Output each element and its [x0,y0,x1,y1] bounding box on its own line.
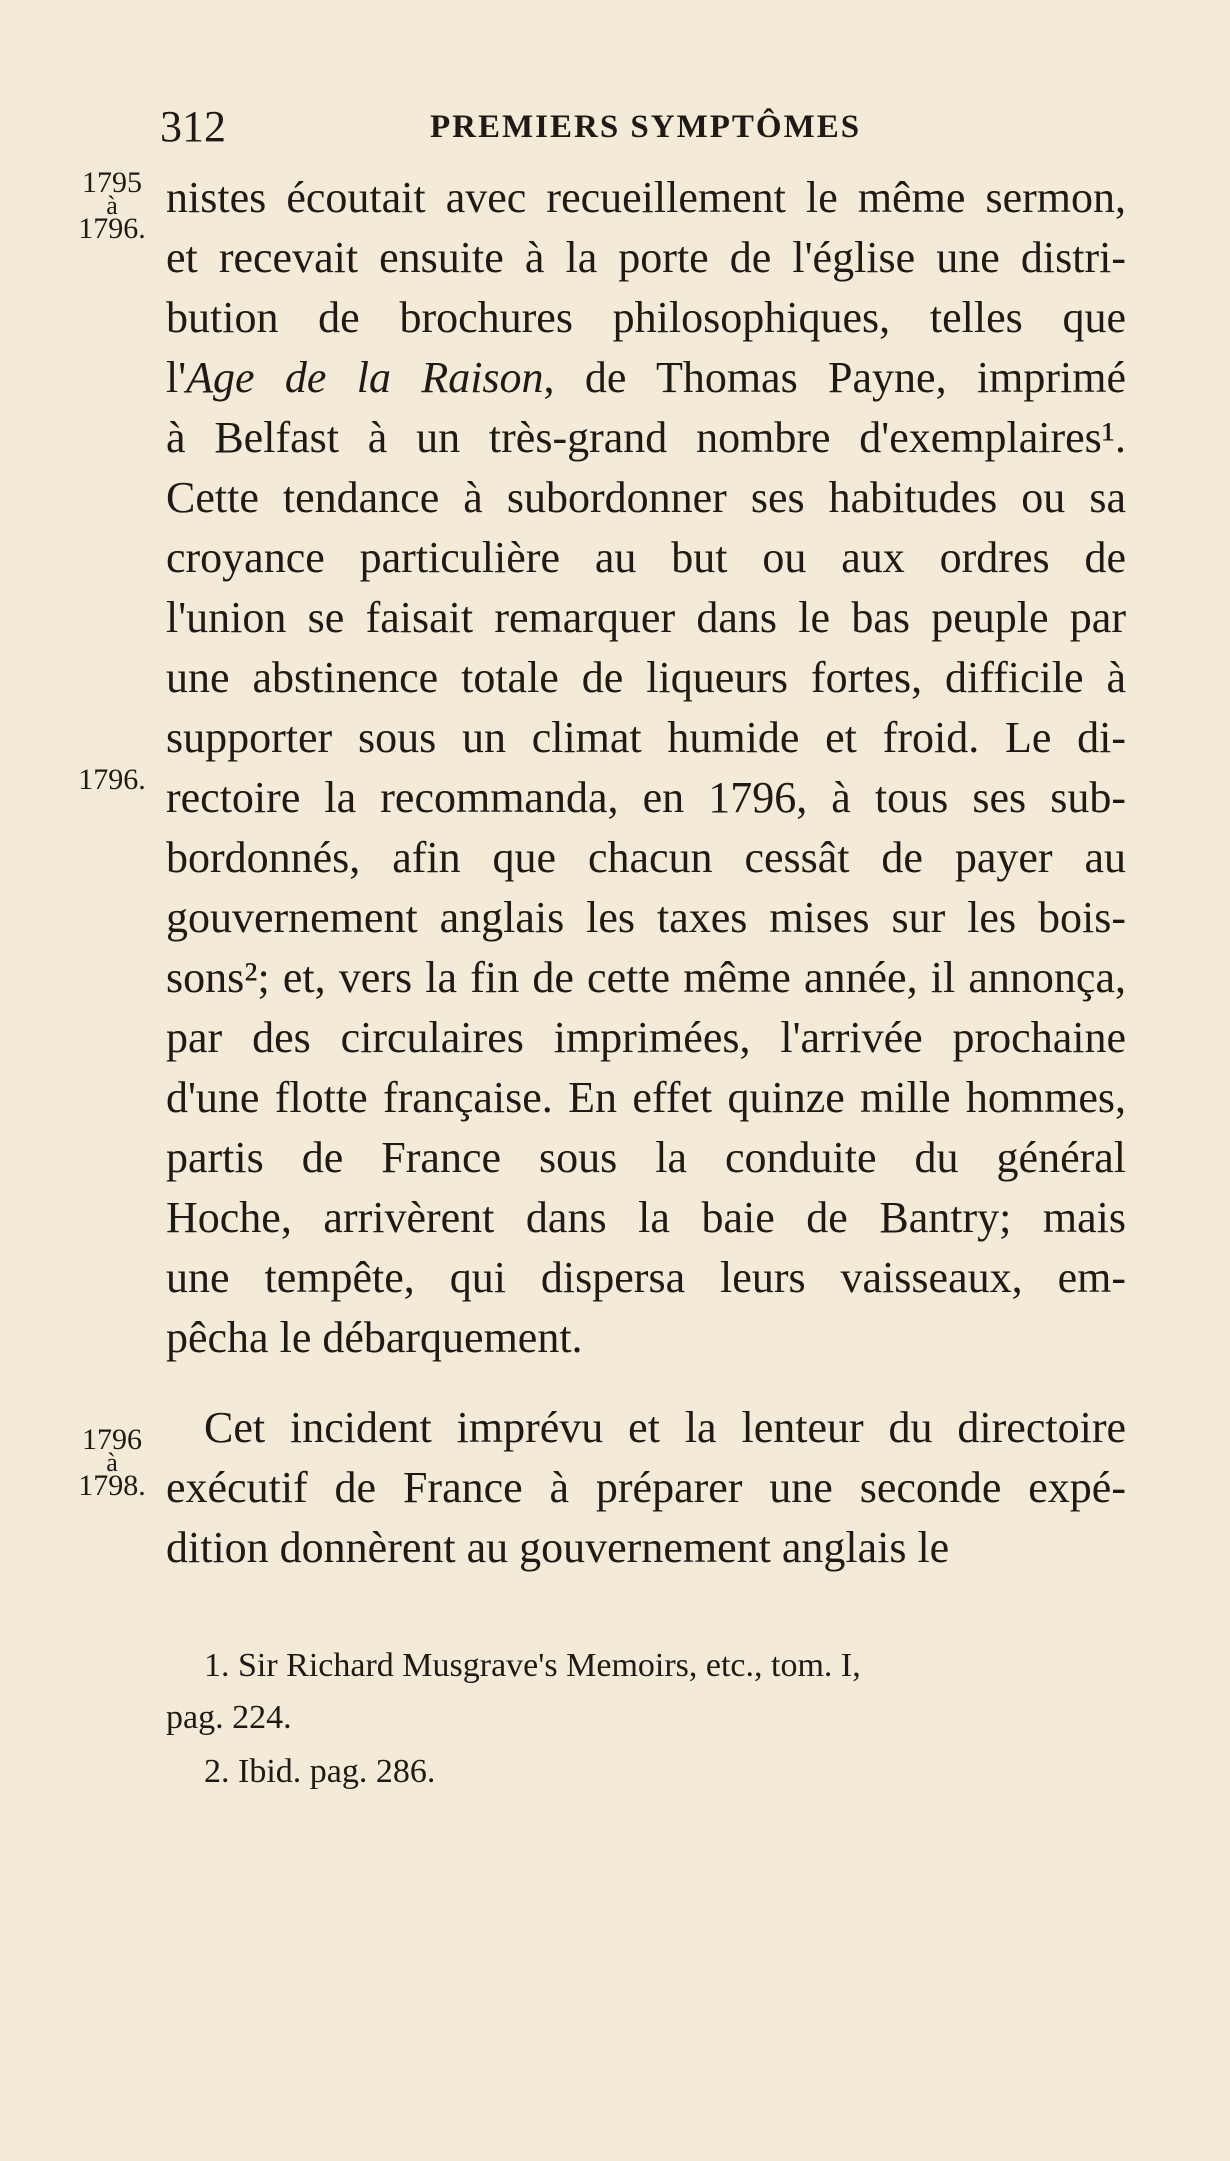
text-line: et recevait ensuite à la porte de l'église une distri- [166,233,1126,282]
margin-note-date: 1796 à 1798. [78,1423,146,1502]
footnote-2: 2. Ibid. pag. 286. [204,1753,436,1790]
margin-note-date: 1796. [78,763,146,796]
text-line: rectoire la recommanda, en 1796, à tous ses sub- [166,773,1126,822]
text-line: d'une flotte française. En effet quinze mille hommes, [166,1073,1126,1122]
text-line: Hoche, arrivèrent dans la baie de Bantry; mais [166,1193,1126,1242]
text-line: nistes écoutait avec recueillement le même sermon, [166,173,1126,222]
text-line: par des circulaires imprimées, l'arrivée prochaine [166,1013,1126,1062]
text-line: une tempête, qui dispersa leurs vaisseaux, em- [166,1253,1126,1302]
text-line: Cette tendance à subordonner ses habitudes ou sa [166,473,1126,522]
page-number: 312 [160,102,226,151]
text-line: l'union se faisait remarquer dans le bas peuple par [166,593,1126,642]
text-line: à Belfast à un très-grand nombre d'exemplaires¹. [166,413,1126,462]
text-line: bution de brochures philosophiques, telles que [166,293,1126,342]
footnote-1-continued: pag. 224. [166,1699,292,1736]
text-line: l'Age de la Raison, de Thomas Payne, imprimé [166,353,1126,402]
running-title: PREMIERS SYMPTÔMES [430,109,862,145]
text-line: partis de France sous la conduite du général [166,1133,1126,1182]
text-line: dition donnèrent au gouvernement anglais le [166,1523,950,1572]
text-line: Cet incident imprévu et la lenteur du directoire [204,1403,1126,1452]
text-line: sons²; et, vers la fin de cette même année, il annonça, [166,953,1126,1002]
text-line: supporter sous un climat humide et froid. Le di- [166,713,1126,762]
footnote-1: 1. Sir Richard Musgrave's Memoirs, etc., tom. I, [204,1647,861,1684]
text-line: gouvernement anglais les taxes mises sur les bois- [166,893,1126,942]
book-title: Age de la Raison [186,353,544,402]
text-line: pêcha le débarquement. [166,1313,583,1362]
text-line: une abstinence totale de liqueurs fortes, difficile à [166,653,1126,702]
text-line: bordonnés, afin que chacun cessât de payer au [166,833,1126,882]
page-header [160,95,1120,155]
margin-note-date: 1795 à 1796. [78,166,146,245]
text-line: exécutif de France à préparer une seconde expé- [166,1463,1126,1512]
text-line: croyance particulière au but ou aux ordres de [166,533,1126,582]
